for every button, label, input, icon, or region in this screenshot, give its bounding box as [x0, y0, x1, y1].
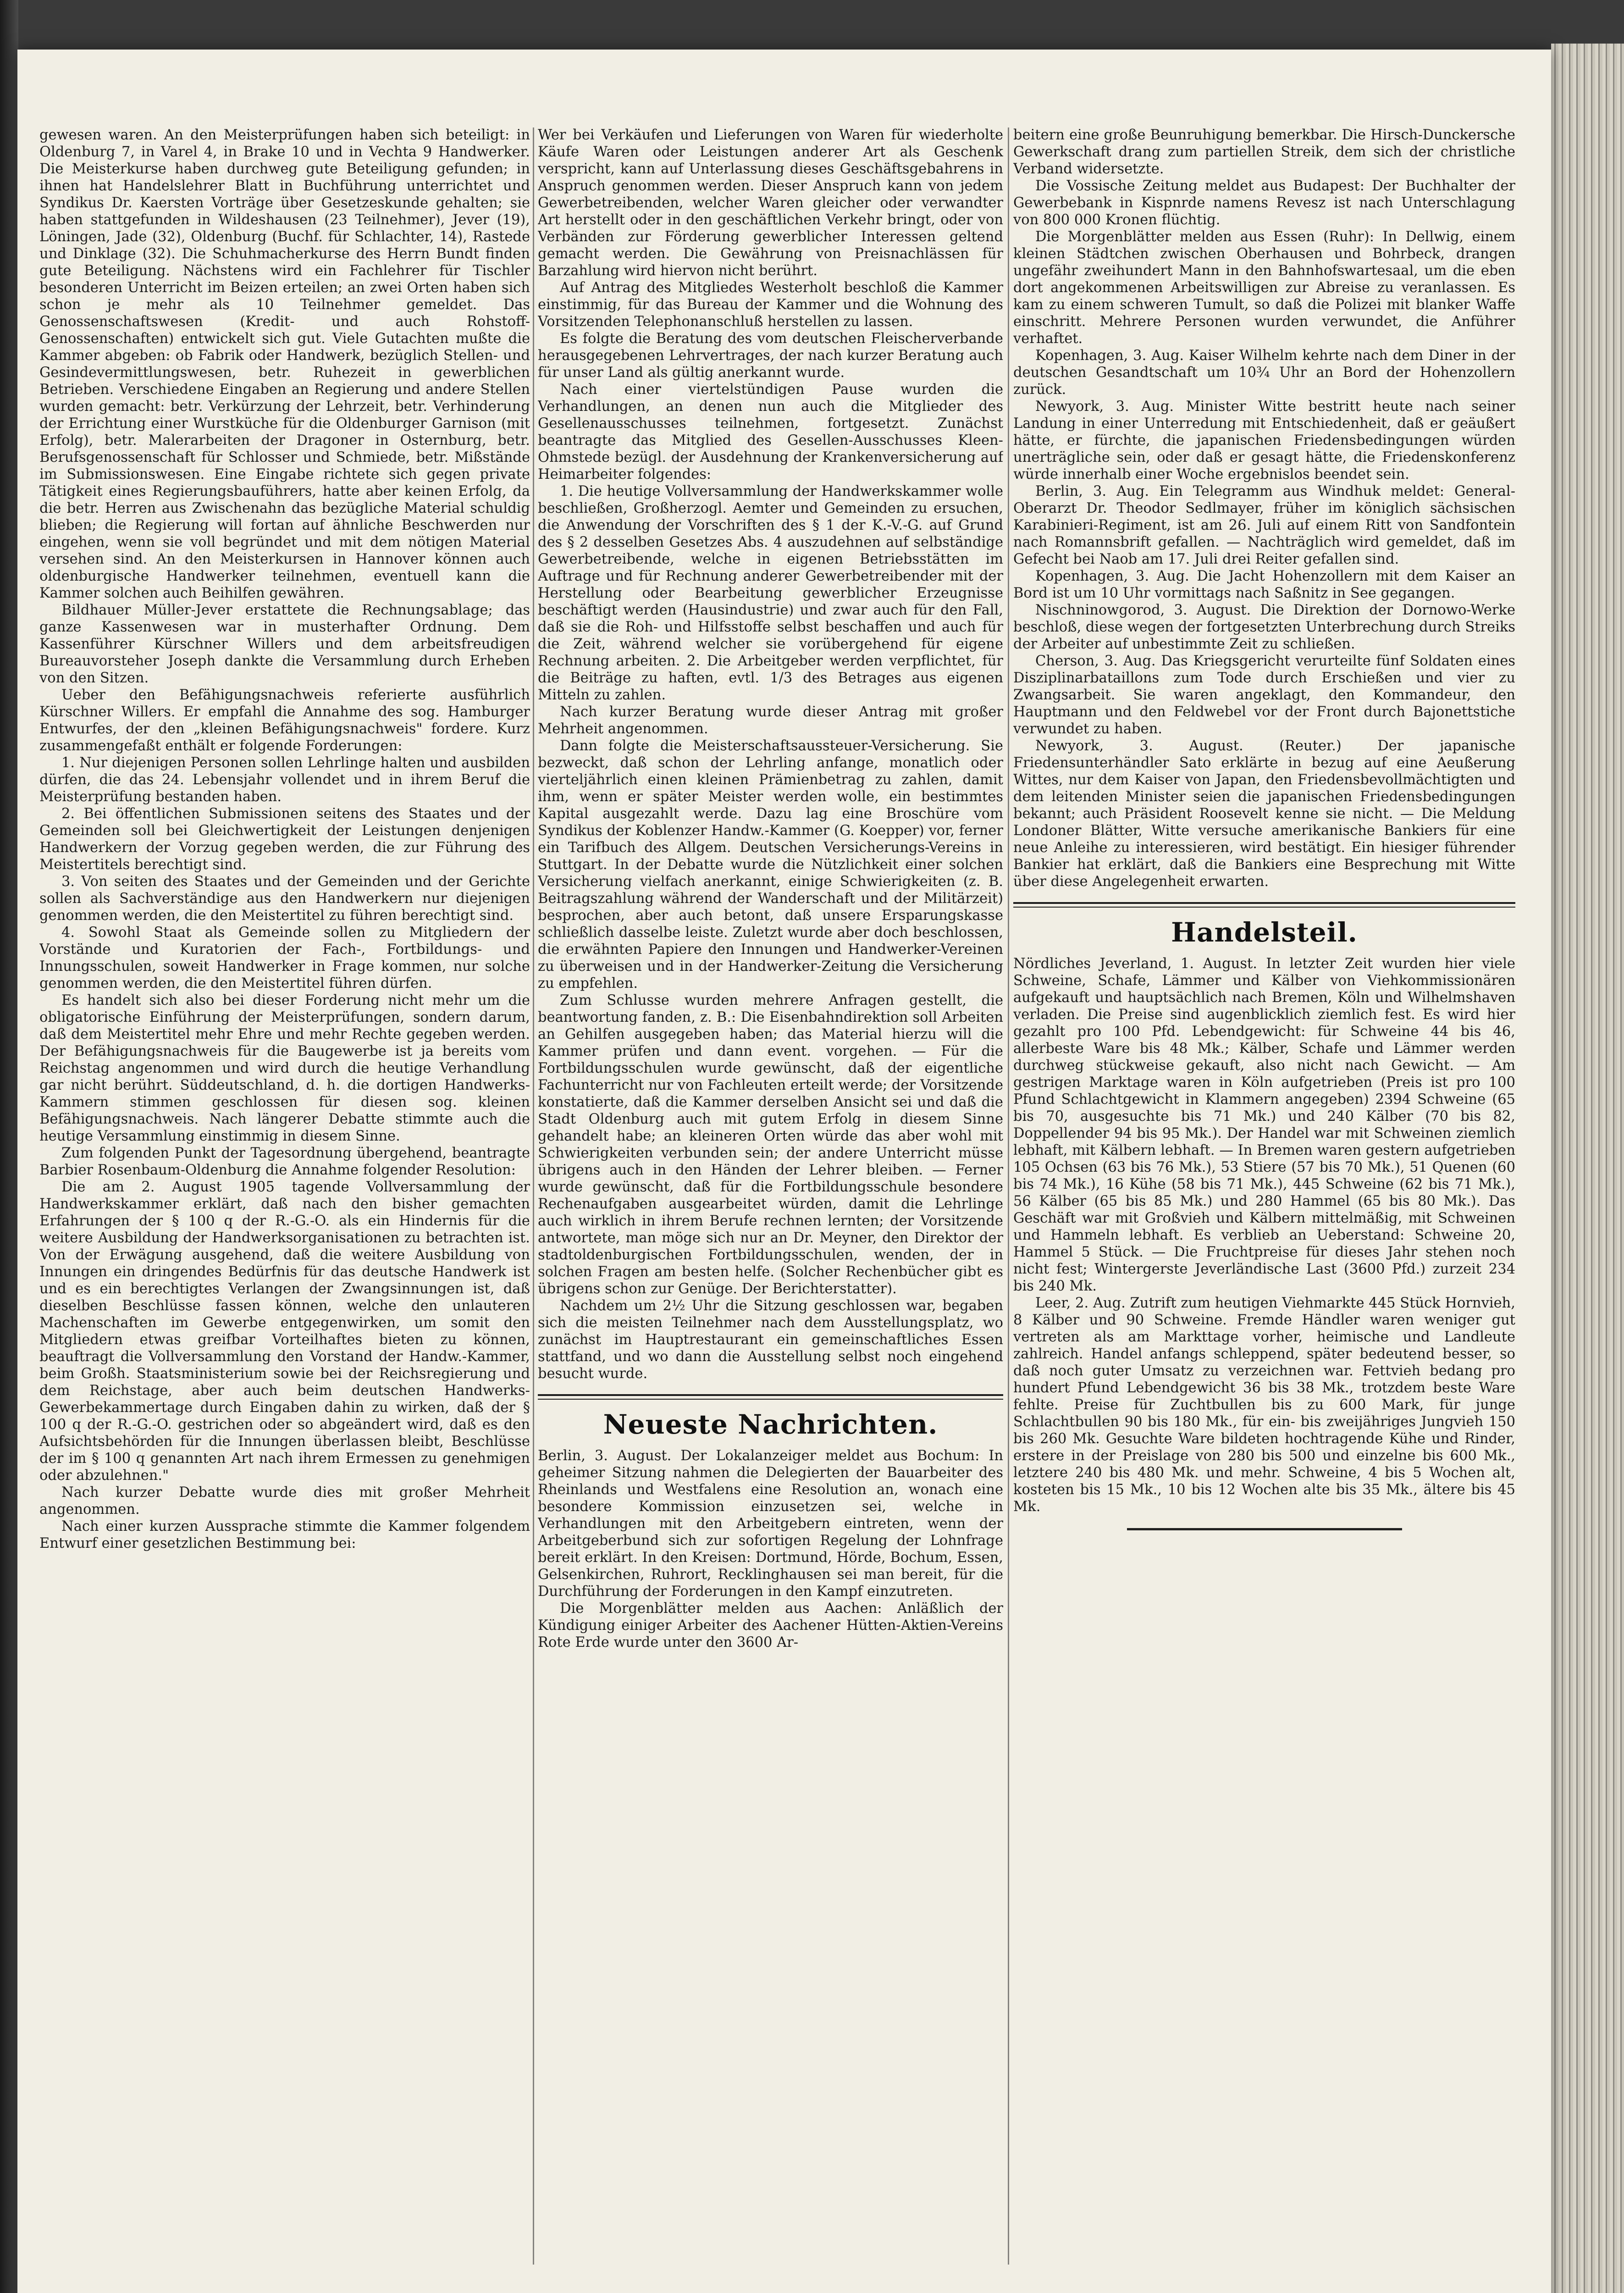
paragraph: 4. Sowohl Staat als Gemeinde sollen zu Mitgliedern der Vorstände und Kuratorien der Fach-, Fortbildungs- und Innungsschulen, soweit Handwerker in Frage kommen, nur solche genommen werden, die den Meistertitel führen dürfen. [39, 925, 530, 991]
news-item: Die Morgenblätter melden aus Aachen: Anläßlich der Kündigung einiger Arbeiter des Aachener Hütten-Aktien-Vereins Rote Erde wurde unter den 3600 Ar- [538, 1601, 1003, 1651]
paragraph: Wer bei Verkäufen und Lieferungen von Waren für wiederholte Käufe Waren oder Leistungen anderer Art als Geschenk verspricht, kann auf Unterlassung dieses Geschäftsgebahrens in Anspruch genommen werden. Dieser Anspruch kann von jedem Gewerbetreibenden, welcher Waren gleicher oder verwandter Art herstellt oder in den geschäftlichen Verkehr bringt, oder von Verbänden zur Förderung gewerblicher Interessen geltend gemacht werden. Die Gewährung von Preisnachlässen für Barzahlung wird hiervon nicht berührt. [538, 127, 1003, 279]
end-rule [1127, 1528, 1402, 1530]
paragraph: Nach einer viertelstündigen Pause wurden die Verhandlungen, an denen nun auch die Mitglieder des Gesellenausschusses teilnehmen, fortgesetzt. Zunächst beantragte das Mitglied des Gesellen-Ausschusses Kleen-Ohmstede bezügl. der Ausdehnung der Krankenversicherung auf Heimarbeiter folgendes: [538, 382, 1003, 482]
news-item: Kopenhagen, 3. Aug. Die Jacht Hohenzollern mit dem Kaiser an Bord ist um 10 Uhr vormittags nach Saßnitz in See gegangen. [1013, 568, 1515, 601]
news-item: Die Morgenblätter melden aus Essen (Ruhr): In Dellwig, einem kleinen Städtchen zwischen Oberhausen und Bohrbeck, drangen ungefähr zweihundert Mann in den Bahnhofswartesaal, um die eben dort angekommenen Arbeitswilligen zur Abreise zu veranlassen. Es kam zu einem schweren Tumult, so daß die Polizei mit blanker Waffe einschritt. Mehrere Personen wurden verwundet, die Anführer verhaftet. [1013, 229, 1515, 347]
news-item: Nischninowgorod, 3. August. Die Direktion der Dornowo-Werke beschloß, diese wegen der fortgesetzten Unterbrechung durch Streiks der Arbeiter auf unbestimmte Zeit zu schließen. [1013, 602, 1515, 652]
paragraph: Nach kurzer Debatte wurde dies mit großer Mehrheit angenommen. [39, 1484, 530, 1518]
paragraph: Nach einer kurzen Aussprache stimmte die Kammer folgendem Entwurf einer gesetzlichen Bestimmung bei: [39, 1518, 530, 1551]
news-item: Die Vossische Zeitung meldet aus Budapest: Der Buchhalter der Gewerbebank in Kispnrde namens Revesz ist nach Unterschlagung von 800 000 Kronen flüchtig. [1013, 178, 1515, 228]
news-item: beitern eine große Beunruhigung bemerkbar. Die Hirsch-Dunckersche Gewerkschaft drang zum partiellen Streik, dem sich der christliche Verband widersetzte. [1013, 127, 1515, 177]
paragraph: Auf Antrag des Mitgliedes Westerholt beschloß die Kammer einstimmig, für das Bureau der Kammer und die Wohnung des Vorsitzenden Telephonanschluß herstellen zu lassen. [538, 280, 1003, 330]
section-heading-trade: Handelsteil. [1171, 917, 1358, 948]
paragraph: Es handelt sich also bei dieser Forderung nicht mehr um die obligatorische Einführung der Meisterprüfungen, sondern darum, daß dem Meistertitel mehr Ehre und mehr Rechte gegeben werden. Der Befähigungsnachweis für die Baugewerbe ist ja bereits vom Reichstag angenommen und wird durch die heutige Verhandlung gar nicht berührt. Süddeutschland, d. h. die dortigen Handwerks-Kammern stimmen geschlossen für diesen sog. kleinen Befähigungsnachweis. Nach längerer Debatte stimmte auch die heutige Versammlung einstimmig in diesem Sinne. [39, 992, 530, 1144]
column-1 [39, 127, 530, 2271]
market-report: Leer, 2. Aug. Zutrift zum heutigen Viehmarkte 445 Stück Hornvieh, 8 Kälber und 90 Schweine. Fremde Händler waren weniger gut vertreten als am Markttage vorher, heimische und Landleute zahlreich. Handel anfangs schleppend, später bedeutend besser, so daß noch guter Umsatz zu verzeichnen war. Fettvieh bedang pro hundert Pfund Lebendgewicht 36 bis 38 Mk., trotzdem beste Ware fehlte. Preise für Zuchtbullen bis zu 600 Mark, für junge Schlachtbullen 90 bis 180 Mk., für ein- bis zweijähriges Jungvieh 150 bis 260 Mk. Gesuchte Ware bildeten hochtragende Kühe und Rinder, erstere in der Preislage von 280 bis 500 und einzelne bis 600 Mk., letztere 240 bis 480 Mk. und mehr. Schweine, 4 bis 5 Wochen alt, kosteten bis 15 Mk., 10 bis 12 Wochen alte bis 35 Mk., ältere bis 45 Mk. [1013, 1295, 1515, 1515]
news-item: Kopenhagen, 3. Aug. Kaiser Wilhelm kehrte nach dem Diner in der deutschen Gesandtschaft um 10¾ Uhr an Bord der Hohenzollern zurück. [1013, 348, 1515, 398]
paragraph: Nach kurzer Beratung wurde dieser Antrag mit großer Mehrheit angenommen. [538, 704, 1003, 737]
column-2 [538, 127, 1003, 2271]
paragraph: Zum folgenden Punkt der Tagesordnung übergehend, beantragte Barbier Rosenbaum-Oldenburg die Annahme folgender Resolution: [39, 1145, 530, 1178]
news-item: Newyork, 3. Aug. Minister Witte bestritt heute nach seiner Landung in einer Unterredung mit Entschiedenheit, daß er geäußert hätte, er fürchte, die japanischen Friedensbedingungen würden unerträgliche sein, oder daß er gesagt hätte, die Friedenskonferenz würde innerhalb einer Woche ergebnislos beendet sein. [1013, 399, 1515, 482]
paragraph: Zum Schlusse wurden mehrere Anfragen gestellt, die beantwortung fanden, z. B.: Die Eisenbahndirektion soll Arbeiten an Gehilfen ausgegeben haben; das Material hierzu will die Kammer prüfen und dann event. vorgehen. — Für die Fortbildungsschulen wurde gewünscht, daß der eigentliche Fachunterricht nur von Fachleuten erteilt werde; der Vorsitzende konstatierte, daß die Kammer derselben Ansicht sei und daß die Stadt Oldenburg auch mit gutem Erfolg in diesem Sinne gehandelt habe; an kleineren Orten würde das aber wohl mit Schwierigkeiten verbunden sein; der andere Unterricht müsse übrigens auch in den Händen der Lehrer bleiben. — Ferner wurde gewünscht, daß für die Fortbildungsschule besondere Rechenaufgaben ausgearbeitet würden, damit die Lehrlinge auch wirklich in ihrem Berufe rechnen lernten; der Vorsitzende antwortete, man möge sich nur an Dr. Meyner, den Direktor der stadtoldenburgischen Fortbildungsschulen, wenden, der in solchen Fragen am besten helfe. (Solcher Rechenbücher gibt es übrigens schon zur Genüge. Der Berichterstatter). [538, 992, 1003, 1297]
column-rule [1008, 127, 1009, 2265]
column-rule [533, 127, 534, 2265]
page-stack-edge [1551, 44, 1624, 2293]
paragraph: gewesen waren. An den Meisterprüfungen haben sich beteiligt: in Oldenburg 7, in Varel 4, in Brake 10 und in Vechta 9 Handwerker. Die Meisterkurse haben durchweg gute Beteiligung gefunden; in ihnen hat Handelslehrer Blatt in Buchführung unterrichtet und Syndikus Dr. Kaersten Vorträge über Gesetzeskunde gehalten; sie haben stattgefunden in Wildeshausen (23 Teilnehmer), Jever (19), Löningen, Jade (32), Oldenburg (Buchf. für Schlachter, 14), Rastede und Dinklage (32). Die Schuhmacherkurse des Herrn Bundt finden gute Beteiligung. Nächstens wird ein Fachlehrer für Tischler besonderen Unterricht im Beizen erteilen; an zwei Orten haben sich schon je mehr als 10 Teilnehmer gemeldet. Das Genossenschaftswesen (Kredit- und auch Rohstoff-Genossenschaften) entwickelt sich gut. Viele Gutachten mußte die Kammer abgeben: ob Fabrik oder Handwerk, bezüglich Stellen- und Gesindevermittlungswesen, betr. Ruhezeit in gewerblichen Betrieben. Verschiedene Eingaben an Regierung und andere Stellen wurden gemacht: betr. Verkürzung der Lehrzeit, betr. Verhinderung der Errichtung einer Wurstküche für die Oldenburger Garnison (mit Erfolg), betr. Malerarbeiten der Dragoner in Osternburg, betr. Berufsgenossenschaft für Schlosser und Schmiede, betr. Mißstände im Submissionswesen. Eine Eingabe richtete sich gegen private Tätigkeit eines Regierungsbauführers, hatte aber keinen Erfolg, da die betr. Herren aus Zwischenahn das bezügliche Material schuldig blieben; die Regierung will fortan auf ähnliche Beschwerden nur eingehen, wenn sie voll begründet und mit dem nötigen Material versehen sind. An den Meisterkursen in Hannover können auch oldenburgische Handwerker teilnehmen, eventuell kann die Kammer solchen auch Beihilfen gewähren. [39, 127, 530, 601]
market-report: Nördliches Jeverland, 1. August. In letzter Zeit wurden hier viele Schweine, Schafe, Lämmer und Kälber von Viehkommissionären aufgekauft und hauptsächlich nach Bremen, Köln und Wilhelmshaven verladen. Die Preise sind augenblicklich ziemlich fest. Es wird hier gezahlt pro 100 Pfd. Lebendgewicht: für Schweine 44 bis 46, allerbeste Ware bis 48 Mk.; Kälber, Schafe und Lämmer werden durchweg stückweise gekauft, also nicht nach Gewicht. — Am gestrigen Marktage waren in Köln aufgetrieben (Preis ist pro 100 Pfund Schlachtgewicht in Klammern angegeben) 2394 Schweine (65 bis 70, ausgesuchte bis 71 Mk.) und 240 Kälber (70 bis 82, Doppellender 94 bis 95 Mk.). Der Handel war mit Schweinen ziemlich lebhaft, mit Kälbern lebhaft. — In Bremen waren gestern aufgetrieben 105 Ochsen (63 bis 76 Mk.), 53 Stiere (57 bis 70 Mk.), 51 Quenen (60 bis 74 Mk.), 16 Kühe (58 bis 71 Mk.), 445 Schweine (62 bis 71 Mk.), 56 Kälber (65 bis 85 Mk.) und 280 Hammel (65 bis 80 Mk.). Das Geschäft war mit Großvieh und Kälbern mittelmäßig, mit Schweinen und Hammeln lebhaft. Es verblieb an Ueberstand: Schweine 20, Hammel 5 Stück. — Die Fruchtpreise für dieses Jahr stehen noch nicht fest; Wintergerste Jeverländische Last (3600 Pfd.) zurzeit 234 bis 240 Mk. [1013, 956, 1515, 1294]
paragraph: Bildhauer Müller-Jever erstattete die Rechnungsablage; das ganze Kassenwesen war in musterhafter Ordnung. Dem Kassenführer Kürschner Willers und dem arbeitsfreudigen Bureauvorsteher Joseph dankte die Versammlung durch Erheben von den Sitzen. [39, 602, 530, 686]
paragraph: 1. Die heutige Vollversammlung der Handwerkskammer wolle beschließen, Großherzogl. Aemter und Gemeinden zu ersuchen, die Anwendung der Vorschriften des § 1 der K.-V.-G. auf Grund des § 2 desselben Gesetzes Abs. 4 auszudehnen auf selbständige Gewerbetreibende, welche in eigenen Betriebsstätten im Auftrage und für Rechnung anderer Gewerbetreibender mit der Herstellung oder Bearbeitung gewerblicher Erzeugnisse beschäftigt werden (Hausindustrie) und zwar auch für den Fall, daß sie die Roh- und Hilfsstoffe selbst beschaffen und auch für die Zeit, während welcher sie vorübergehend für eigene Rechnung arbeiten. 2. Die Arbeitgeber werden verpflichtet, für die Beiträge zu haften, evtl. 1/3 des Betrages aus eigenen Mitteln zu zahlen. [538, 483, 1003, 703]
section-heading-news: Neueste Nachrichten. [603, 1409, 938, 1440]
section-divider [538, 1394, 1003, 1400]
news-item: Berlin, 3. August. Der Lokalanzeiger meldet aus Bochum: In geheimer Sitzung nahmen die Delegierten der Bauarbeiter des Rheinlands und Westfalens eine Resolution an, wonach eine besondere Kommission einzusetzen sei, welche in Verhandlungen mit den Arbeitgebern eintreten, wenn der Arbeitgeberbund sich zur sofortigen Regelung der Lohnfrage bereit erklärt. In den Kreisen: Dortmund, Hörde, Bochum, Essen, Gelsenkirchen, Ruhrort, Recklinghausen sei man bereit, für die Durchführung der Forderungen in den Kampf einzutreten. [538, 1448, 1003, 1600]
paragraph: Die am 2. August 1905 tagende Vollversammlung der Handwerkskammer erklärt, daß nach den bisher gemachten Erfahrungen der § 100 q der R.-G.-O. als ein Hindernis für die weitere Ausbildung der Handwerksorganisationen zu betrachten ist. Von der Erwägung ausgehend, daß die weitere Ausbildung von Innungen ein dringendes Bedürfnis für das deutsche Handwerk ist und es ein berechtigtes Verlangen der Zwangsinnungen ist, daß dieselben Beschlüsse fassen können, welche den unlauteren Machenschaften im Gewerbe entgegenwirken, um somit den Mitgliedern etwas greifbar Vorteilhaftes bieten zu können, beauftragt die Vollversammlung den Vorstand der Handw.-Kammer, beim Großh. Staatsministerium sowie bei der Reichsregierung und dem Reichstage, aber auch beim deutschen Handwerks-Gewerbekammertage durch Eingaben dahin zu wirken, daß der § 100 q der R.-G.-O. gestrichen oder so abgeändert wird, daß es den Aufsichtsbehörden für die Innungen überlassen bleibt, Beschlüsse der im § 100 q genannten Art nach ihrem Ermessen zu genehmigen oder abzulehnen." [39, 1179, 530, 1484]
paragraph: Es folgte die Beratung des vom deutschen Fleischerverbande herausgegebenen Lehrvertrages, der nach kurzer Beratung auch für unser Land als gültig anerkannt wurde. [538, 331, 1003, 381]
section-divider [1013, 902, 1515, 908]
newspaper-page [17, 50, 1551, 2293]
paragraph: Ueber den Befähigungsnachweis referierte ausführlich Kürschner Willers. Er empfahl die Annahme des sog. Hamburger Entwurfes, der den „kleinen Befähigungsnachweis" fordere. Kurz zusammengefaßt enthält er folgende Forderungen: [39, 687, 530, 754]
column-3 [1013, 127, 1515, 2271]
paragraph: Nachdem um 2½ Uhr die Sitzung geschlossen war, begaben sich die meisten Teilnehmer nach dem Ausstellungsplatz, wo zunächst im Hauptrestaurant ein gemeinschaftliches Essen stattfand, und wo dann die Ausstellung selbst noch eingehend besucht wurde. [538, 1298, 1003, 1382]
paragraph: 1. Nur diejenigen Personen sollen Lehrlinge halten und ausbilden dürfen, die das 24. Lebensjahr vollendet und in ihrem Beruf die Meisterprüfung bestanden haben. [39, 755, 530, 805]
news-item: Newyork, 3. August. (Reuter.) Der japanische Friedensunterhändler Sato erklärte in bezug auf eine Aeußerung Wittes, nur dem Kaiser von Japan, den Friedensbevollmächtigten und dem leitenden Minister seien die japanischen Friedensbedingungen bekannt; auch Präsident Roosevelt kenne sie nicht. — Die Meldung Londoner Blätter, Witte versuche amerikanische Bankiers für eine neue Anleihe zu interessieren, wird bestätigt. Ein hiesiger führender Bankier hat erklärt, daß die Bankiers eine Besprechung mit Witte über diese Angelegenheit erwarten. [1013, 738, 1515, 890]
paragraph: 2. Bei öffentlichen Submissionen seitens des Staates und der Gemeinden soll bei Gleichwertigkeit der Leistungen denjenigen Handwerkern der Vorzug gegeben werden, die zur Führung des Meistertitels berechtigt sind. [39, 806, 530, 873]
paragraph: Dann folgte die Meisterschaftsaussteuer-Versicherung. Sie bezweckt, daß schon der Lehrling anfange, monatlich oder vierteljährlich einen kleinen Prämienbetrag zu zahlen, damit ihm, wenn er später Meister werden wolle, ein bestimmtes Kapital ausgezahlt werde. Dazu lag eine Broschüre vom Syndikus der Koblenzer Handw.-Kammer (G. Koepper) vor, ferner ein Tarifbuch des Allgem. Deutschen Versicherungs-Vereins in Stuttgart. In der Debatte wurde die Nützlichkeit einer solchen Versicherung vielfach anerkannt, einige Schwierigkeiten (z. B. Beitragszahlung während der Wanderschaft und der Militärzeit) besprochen, aber auch betont, daß unsere Ersparungskasse schließlich dasselbe leiste. Zuletzt wurde aber doch beschlossen, die erwähnten Papiere den Innungen und Handwerker-Vereinen zu überweisen und in der Handwerker-Zeitung die Versicherung zu empfehlen. [538, 738, 1003, 991]
book-binding-edge [0, 0, 18, 2293]
news-item: Berlin, 3. Aug. Ein Telegramm aus Windhuk meldet: General-Oberarzt Dr. Theodor Sedlmayer, früher im königlich sächsischen Karabinieri-Regiment, ist am 26. Juli auf einem Ritt von Sandfontein nach Romannsbrift gefallen. — Nachträglich wird gemeldet, daß im Gefecht bei Naob am 17. Juli drei Reiter gefallen sind. [1013, 483, 1515, 567]
paragraph: 3. Von seiten des Staates und der Gemeinden und der Gerichte sollen als Sachverständige aus den Handwerkern nur diejenigen genommen werden, die den Meistertitel zu führen berechtigt sind. [39, 874, 530, 924]
news-item: Cherson, 3. Aug. Das Kriegsgericht verurteilte fünf Soldaten eines Disziplinarbataillons zum Tode durch Erschießen und vier zu Zwangsarbeit. Sie waren angeklagt, den Kommandeur, den Hauptmann und den Feldwebel vor der Front durch Bajonettstiche verwundet zu haben. [1013, 653, 1515, 737]
